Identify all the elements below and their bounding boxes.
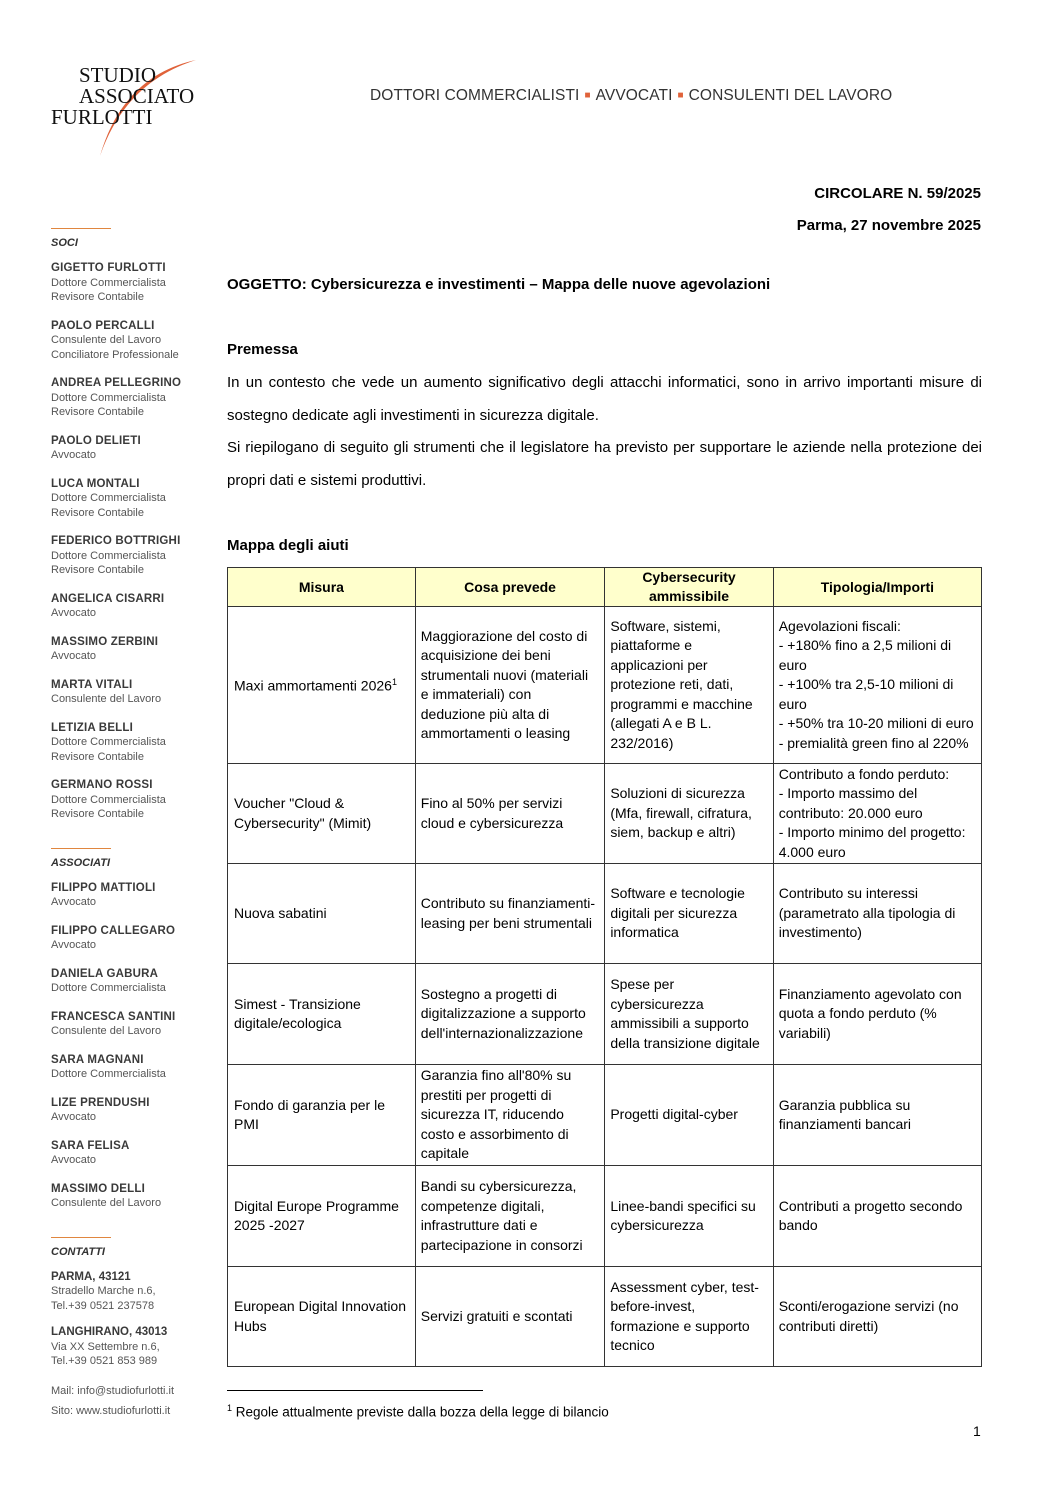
misura-text: European Digital Innovation Hubs bbox=[234, 1298, 407, 1334]
person-role: Consulente del Lavoro bbox=[51, 334, 162, 346]
paragraph: In un contesto che vede un aumento significativo degli attacchi informatici, sono in arrivo importanti misure di sostegno dedicate agli investimenti in sicurezza digitale. bbox=[227, 374, 982, 424]
misura-text: Digital Europe Programme 2025 -2027 bbox=[234, 1197, 399, 1233]
logo-line-2: ASSOCIATO bbox=[79, 84, 195, 108]
cell-cosa-prevede: Servizi gratuiti e scontati bbox=[415, 1267, 605, 1367]
person-role: Dottore Commercialista bbox=[51, 793, 166, 806]
person-role: Revisore Contabile bbox=[51, 506, 144, 519]
person-entry bbox=[51, 1182, 211, 1211]
person-role: Avvocato bbox=[51, 650, 97, 662]
person-name: ANDREA PELLEGRINO bbox=[51, 377, 182, 389]
person-entry bbox=[51, 924, 211, 953]
person-name: ANGELICA CISARRI bbox=[51, 592, 165, 605]
cell-cosa-prevede: Bandi su cybersicurezza, competenze digitali, infrastrutture dati e partecipazione in consorzi bbox=[415, 1166, 605, 1267]
tagline-item: DOTTORI COMMERCIALISTI bbox=[370, 87, 580, 104]
person-entry bbox=[51, 1139, 211, 1168]
person-role: Revisore Contabile bbox=[51, 750, 144, 763]
cell-cybersecurity: Software e tecnologie digitali per sicurezza informatica bbox=[605, 864, 773, 964]
footnote-text: Regole attualmente previste dalla bozza della legge di bilancio bbox=[232, 1404, 609, 1420]
person-entry bbox=[51, 635, 211, 664]
footnote-ref: 1 bbox=[391, 677, 397, 688]
tipologia-line: Contributi a progetto secondo bando bbox=[778, 1197, 963, 1233]
person-entry bbox=[51, 881, 211, 910]
table-row bbox=[228, 1267, 982, 1367]
person-role: Avvocato bbox=[51, 449, 97, 461]
person-name: LUCA MONTALI bbox=[51, 477, 140, 490]
person-role: Avvocato bbox=[51, 1154, 97, 1166]
table-row bbox=[228, 1065, 982, 1166]
cell-cybersecurity: Soluzioni di sicurezza (Mfa, firewall, cifratura, siem, backup e altri) bbox=[605, 764, 773, 864]
footnote-marker: 1 bbox=[227, 1403, 233, 1413]
cell-misura bbox=[228, 1267, 416, 1367]
circular-header bbox=[797, 178, 981, 242]
person-role: Revisore Contabile bbox=[51, 406, 144, 418]
person-name: SARA MAGNANI bbox=[51, 1053, 144, 1066]
mappa-heading: Mappa degli aiuti bbox=[227, 537, 349, 554]
person-name: FRANCESCA SANTINI bbox=[51, 1010, 176, 1023]
soci-list bbox=[51, 261, 211, 822]
tipologia-line: Contributo su interessi (parametrato alla tipologia di investimento) bbox=[778, 885, 956, 941]
table-body bbox=[228, 607, 982, 1367]
cell-misura bbox=[228, 607, 416, 764]
subject-label: OGGETTO: bbox=[227, 276, 307, 293]
person-role: Revisore Contabile bbox=[51, 291, 144, 303]
premessa-heading: Premessa bbox=[227, 341, 298, 358]
col-header-misura: Misura bbox=[228, 568, 416, 607]
person-role: Consulente del Lavoro bbox=[51, 693, 162, 705]
person-role: Avvocato bbox=[51, 1111, 97, 1123]
person-name: PAOLO PERCALLI bbox=[51, 319, 155, 332]
person-name: LIZE PRENDUSHI bbox=[51, 1096, 150, 1109]
office-address-line: Stradello Marche n.6, bbox=[51, 1285, 156, 1297]
divider bbox=[51, 228, 111, 229]
website-link[interactable]: Sito: www.studiofurlotti.it bbox=[51, 1404, 171, 1417]
person-role: Dottore Commercialista bbox=[51, 492, 166, 504]
tipologia-line: Agevolazioni fiscali: bbox=[778, 617, 901, 634]
cell-cosa-prevede: Sostegno a progetti di digitalizzazione a supporto dell'internazionalizzazione bbox=[415, 964, 605, 1065]
col-header-cybersecurity: Cybersecurity ammissibile bbox=[605, 568, 773, 607]
logo-line-1: STUDIO bbox=[79, 63, 156, 87]
associati-title: ASSOCIATI bbox=[51, 856, 111, 869]
person-entry bbox=[51, 376, 211, 420]
person-entry bbox=[51, 721, 211, 765]
person-name: GIGETTO FURLOTTI bbox=[51, 262, 166, 274]
person-entry bbox=[51, 1010, 211, 1039]
person-entry bbox=[51, 319, 211, 363]
person-entry bbox=[51, 1053, 211, 1082]
person-name: FILIPPO CALLEGARO bbox=[51, 924, 176, 937]
person-name: FEDERICO BOTTRIGHI bbox=[51, 535, 181, 547]
person-name: LETIZIA BELLI bbox=[51, 721, 134, 734]
person-name: MASSIMO ZERBINI bbox=[51, 635, 159, 648]
cell-tipologia bbox=[773, 1065, 981, 1166]
cell-cosa-prevede: Contributo su finanziamenti-leasing per beni strumentali bbox=[415, 864, 605, 964]
office-address-line: Tel.+39 0521 237578 bbox=[51, 1299, 155, 1312]
office-address-line: Via XX Settembre n.6, bbox=[51, 1340, 160, 1353]
studio-logo bbox=[48, 58, 218, 158]
cell-cosa-prevede: Fino al 50% per servizi cloud e cybersicurezza bbox=[415, 764, 605, 864]
cell-cybersecurity: Spese per cybersicurezza ammissibili a supporto della transizione digitale bbox=[605, 964, 773, 1065]
cell-misura bbox=[228, 1166, 416, 1267]
misura-text: Voucher "Cloud & Cybersecurity" (Mimit) bbox=[234, 795, 372, 831]
person-role: Conciliatore Professionale bbox=[51, 348, 179, 361]
office-city: LANGHIRANO, 43013 bbox=[51, 1326, 168, 1338]
person-name: DANIELA GABURA bbox=[51, 967, 159, 980]
aid-map-table bbox=[227, 567, 982, 1367]
premessa-body bbox=[227, 367, 982, 497]
table-row bbox=[228, 1166, 982, 1267]
divider bbox=[51, 848, 111, 849]
cell-tipologia bbox=[773, 1166, 981, 1267]
page-number: 1 bbox=[973, 1423, 981, 1439]
person-role: Avvocato bbox=[51, 607, 97, 619]
person-entry bbox=[51, 477, 211, 521]
subject-text: Cybersicurezza e investimenti – Mappa delle nuove agevolazioni bbox=[306, 276, 771, 293]
cell-cybersecurity: Software, sistemi, piattaforme e applicazioni per protezione reti, dati, programmi e macchine (allegati A e B L. 232/2016) bbox=[605, 607, 773, 764]
cell-cosa-prevede: Maggiorazione del costo di acquisizione dei beni strumentali nuovi (materiali e immateriali) con deduzione più alta di ammortamenti o leasing bbox=[415, 607, 605, 764]
cell-cybersecurity: Assessment cyber, test-before-invest, formazione e supporto tecnico bbox=[605, 1267, 773, 1367]
paragraph: Si riepilogano di seguito gli strumenti che il legislatore ha previsto per supportare le aziende nella protezione dei propri dati e sistemi produttivi. bbox=[227, 439, 982, 489]
person-role: Dottore Commercialista bbox=[51, 736, 166, 748]
office-city: PARMA, 43121 bbox=[51, 1270, 131, 1283]
office-address-line: Tel.+39 0521 853 989 bbox=[51, 1355, 158, 1367]
cell-tipologia bbox=[773, 864, 981, 964]
cell-misura bbox=[228, 764, 416, 864]
person-role: Consulente del Lavoro bbox=[51, 1025, 162, 1037]
cell-tipologia bbox=[773, 964, 981, 1065]
misura-text: Nuova sabatini bbox=[234, 904, 327, 921]
person-role: Dottore Commercialista bbox=[51, 549, 166, 562]
tipologia-line: - +180% fino a 2,5 milioni di euro bbox=[778, 637, 952, 673]
person-entry bbox=[51, 534, 211, 578]
person-name: FILIPPO MATTIOLI bbox=[51, 881, 156, 894]
divider bbox=[51, 1237, 111, 1238]
header-tagline bbox=[370, 87, 892, 105]
person-role: Avvocato bbox=[51, 939, 97, 951]
person-role: Dottore Commercialista bbox=[51, 276, 166, 289]
person-role: Revisore Contabile bbox=[51, 564, 144, 576]
contatti-title: CONTATTI bbox=[51, 1245, 105, 1258]
tipologia-line: Garanzia pubblica su finanziamenti bancari bbox=[778, 1096, 912, 1132]
person-entry bbox=[51, 1096, 211, 1125]
misura-text: Maxi ammortamenti 2026 bbox=[234, 678, 392, 695]
bullet-icon: ■ bbox=[584, 90, 591, 101]
cell-misura bbox=[228, 964, 416, 1065]
cell-tipologia bbox=[773, 764, 981, 864]
person-role: Revisore Contabile bbox=[51, 808, 144, 820]
person-entry bbox=[51, 967, 211, 996]
misura-text: Simest - Transizione digitale/ecologica bbox=[234, 995, 361, 1031]
cell-cosa-prevede: Garanzia fino all'80% su prestiti per progetti di sicurezza IT, riducendo costo e assorbimento di capitale bbox=[415, 1065, 605, 1166]
misura-text: Fondo di garanzia per le PMI bbox=[234, 1096, 385, 1132]
person-name: GERMANO ROSSI bbox=[51, 779, 153, 791]
person-name: MASSIMO DELLI bbox=[51, 1182, 145, 1195]
logo-line-3: FURLOTTI bbox=[51, 105, 153, 129]
circular-date: Parma, 27 novembre 2025 bbox=[796, 217, 981, 234]
person-name: PAOLO DELIETI bbox=[51, 434, 141, 447]
person-entry bbox=[51, 592, 211, 621]
col-header-tipologia: Tipologia/Importi bbox=[773, 568, 981, 607]
table-row bbox=[228, 607, 982, 764]
soci-title: SOCI bbox=[51, 237, 78, 249]
tagline-item: CONSULENTI DEL LAVORO bbox=[688, 87, 893, 104]
person-entry bbox=[51, 434, 211, 463]
subject-line bbox=[227, 276, 770, 293]
person-name: SARA FELISA bbox=[51, 1139, 130, 1152]
cell-misura bbox=[228, 1065, 416, 1166]
cell-misura bbox=[228, 864, 416, 964]
tipologia-line: - Importo minimo del progetto: 4.000 euro bbox=[778, 824, 966, 860]
cell-cybersecurity: Progetti digital-cyber bbox=[605, 1065, 773, 1166]
bullet-icon: ■ bbox=[677, 90, 684, 101]
associati-list bbox=[51, 881, 211, 1211]
cell-cybersecurity: Linee-bandi specifici su cybersicurezza bbox=[605, 1166, 773, 1267]
table-header-row bbox=[228, 568, 982, 607]
person-role: Consulente del Lavoro bbox=[51, 1197, 162, 1209]
person-role: Avvocato bbox=[51, 896, 97, 908]
person-role: Dottore Commercialista bbox=[51, 982, 166, 994]
person-role: Dottore Commercialista bbox=[51, 391, 166, 404]
mail-link[interactable]: Mail: info@studiofurlotti.it bbox=[51, 1384, 175, 1397]
contatti-list bbox=[51, 1270, 211, 1369]
office-contact bbox=[51, 1325, 211, 1369]
tagline-item: AVVOCATI bbox=[595, 87, 673, 104]
footnote bbox=[227, 1403, 609, 1420]
office-contact bbox=[51, 1270, 211, 1314]
person-entry bbox=[51, 678, 211, 707]
col-header-cosa-prevede: Cosa prevede bbox=[415, 568, 605, 607]
person-role: Dottore Commercialista bbox=[51, 1068, 166, 1080]
person-entry bbox=[51, 778, 211, 822]
tipologia-line: Sconti/erogazione servizi (no contributi diretti) bbox=[778, 1298, 959, 1334]
tipologia-line: - +50% tra 10-20 milioni di euro bbox=[778, 715, 974, 732]
tipologia-line: - Importo massimo del contributo: 20.000 euro bbox=[778, 785, 923, 821]
tipologia-line: Contributo a fondo perduto: bbox=[778, 765, 950, 782]
table-row bbox=[228, 964, 982, 1065]
table-row bbox=[228, 864, 982, 964]
circular-number: CIRCOLARE N. 59/2025 bbox=[814, 185, 981, 202]
cell-tipologia bbox=[773, 607, 981, 764]
person-entry bbox=[51, 261, 211, 305]
tipologia-line: - premialità green fino al 220% bbox=[778, 734, 969, 751]
table-row bbox=[228, 764, 982, 864]
tipologia-line: - +100% tra 2,5-10 milioni di euro bbox=[778, 676, 954, 712]
footnote-divider bbox=[227, 1390, 483, 1391]
cell-tipologia bbox=[773, 1267, 981, 1367]
sidebar bbox=[51, 228, 211, 1421]
person-name: MARTA VITALI bbox=[51, 678, 133, 691]
tipologia-line: Finanziamento agevolato con quota a fondo perduto (% variabili) bbox=[778, 985, 962, 1041]
